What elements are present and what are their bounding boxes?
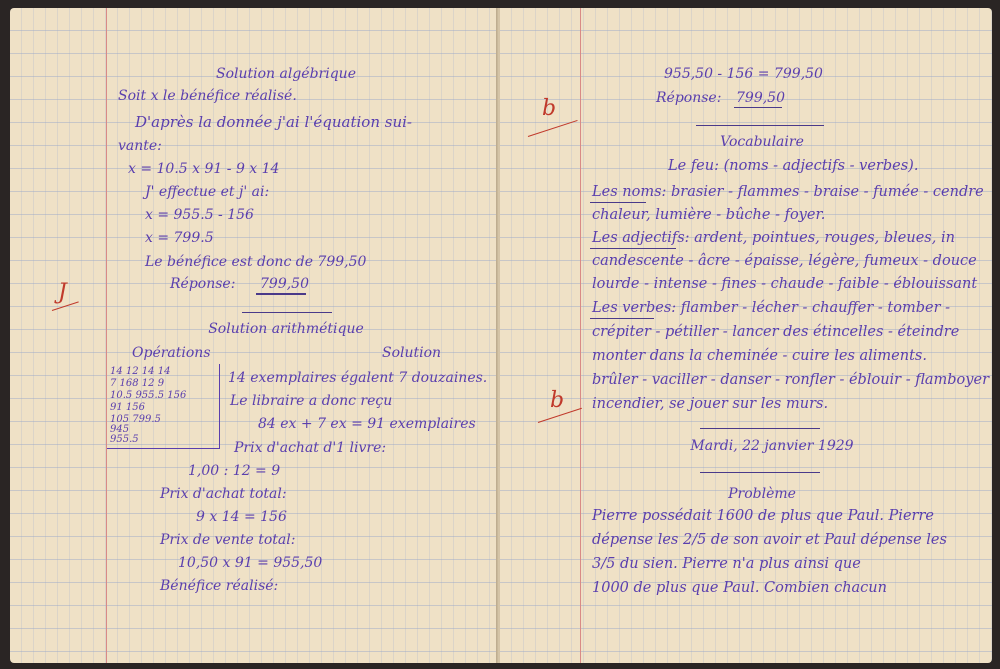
teacher-grade-mark: b <box>542 96 557 121</box>
vocab-line: candescente - âcre - épaisse, légère, fumeux - douce <box>592 253 977 269</box>
notebook <box>10 8 992 663</box>
text-line: Le bénéfice est donc de 799,50 <box>145 254 367 270</box>
vocab-line: Les noms: brasier - flammes - braise - fumée - cendre <box>592 184 984 200</box>
operation-line: 955.5 <box>110 434 139 445</box>
equation: x = 799.5 <box>145 230 214 246</box>
margin-line <box>106 8 107 663</box>
vocab-line: lourde - intense - fines - chaude - faible - éblouissant <box>592 276 978 292</box>
solution-line: Bénéfice réalisé: <box>160 578 279 594</box>
teacher-grade-mark: b <box>550 388 565 413</box>
answer-underline <box>734 107 782 108</box>
vocabulary-title: Vocabulaire <box>720 134 804 150</box>
text-line: D'après la donnée j'ai l'équation sui- <box>135 113 412 131</box>
vocab-line: monter dans la cheminée - cuire les aliments. <box>592 348 927 364</box>
vocab-line: brûler - vaciller - danser - ronfler - éblouir - flamboyer <box>592 372 989 388</box>
text-line: vante: <box>118 138 162 154</box>
operation-line: 10.5 955.5 156 <box>110 390 187 401</box>
vocab-line: Les adjectifs: ardent, pointues, rouges, bleues, in <box>592 230 955 246</box>
equation: x = 10.5 x 91 - 9 x 14 <box>128 161 280 177</box>
arithmetic-solution-title: Solution arithmétique <box>208 321 364 337</box>
title-rule <box>700 472 820 473</box>
heading-underline <box>590 202 646 203</box>
operation-line: 105 799.5 <box>110 414 161 425</box>
answer-value: 799,50 <box>260 276 309 292</box>
right-page <box>500 8 992 663</box>
text-line: J' effectue et j' ai: <box>145 184 270 200</box>
solution-line: Prix d'achat total: <box>160 486 287 502</box>
heading-underline <box>590 318 654 319</box>
heading-underline <box>590 248 676 249</box>
solution-line: Le libraire a donc reçu <box>230 393 393 409</box>
operation-line: 91 156 <box>110 402 145 413</box>
solution-line: Prix de vente total: <box>160 532 296 548</box>
solution-title: Solution <box>382 345 442 361</box>
algebraic-solution-title: Solution algébrique <box>216 66 356 82</box>
teacher-grade-mark: J <box>58 280 67 305</box>
answer-label: Réponse: <box>656 90 722 106</box>
vocab-line: chaleur, lumière - bûche - foyer. <box>592 207 826 223</box>
calculation-line: 955,50 - 156 = 799,50 <box>664 66 823 82</box>
date-heading: Mardi, 22 janvier 1929 <box>690 438 854 454</box>
vocabulary-subtitle: Le feu: (noms - adjectifs - verbes). <box>668 158 919 174</box>
vocab-line: crépiter - pétiller - lancer des étincelles - éteindre <box>592 324 960 340</box>
solution-line: 14 exemplaires égalent 7 douzaines. <box>228 370 488 386</box>
solution-line: 9 x 14 = 156 <box>196 509 287 525</box>
problem-line: 1000 de plus que Paul. Combien chacun <box>592 580 887 596</box>
answer-underline <box>256 293 306 295</box>
solution-line: Prix d'achat d'1 livre: <box>234 440 387 456</box>
answer-value: 799,50 <box>736 90 785 106</box>
title-rule <box>700 428 820 429</box>
title-rule <box>696 125 824 126</box>
operation-line: 945 <box>110 424 130 435</box>
grade-stroke <box>528 120 578 137</box>
operation-line: 7 168 12 9 <box>110 378 165 389</box>
equation: x = 955.5 - 156 <box>145 207 254 223</box>
operation-line: 14 12 14 14 <box>110 366 171 377</box>
solution-line: 10,50 x 91 = 955,50 <box>178 555 323 571</box>
problem-line: dépense les 2/5 de son avoir et Paul dépense les <box>592 532 947 548</box>
problem-line: 3/5 du sien. Pierre n'a plus ainsi que <box>592 556 861 572</box>
left-page <box>10 8 498 663</box>
problem-title: Problème <box>728 486 796 502</box>
answer-label: Réponse: <box>170 276 236 292</box>
operations-title: Opérations <box>132 345 211 361</box>
title-rule <box>242 312 332 313</box>
solution-line: 1,00 : 12 = 9 <box>188 463 281 479</box>
solution-line: 84 ex + 7 ex = 91 exemplaires <box>258 416 476 432</box>
text-line: Soit x le bénéfice réalisé. <box>118 88 297 104</box>
vocab-line: incendier, se jouer sur les murs. <box>592 396 829 412</box>
margin-line <box>580 8 581 663</box>
problem-line: Pierre possédait 1600 de plus que Paul. Pierre <box>592 508 934 524</box>
operations-box <box>107 364 220 449</box>
vocab-line: Les verbes: flamber - lécher - chauffer - tomber - <box>592 300 951 316</box>
